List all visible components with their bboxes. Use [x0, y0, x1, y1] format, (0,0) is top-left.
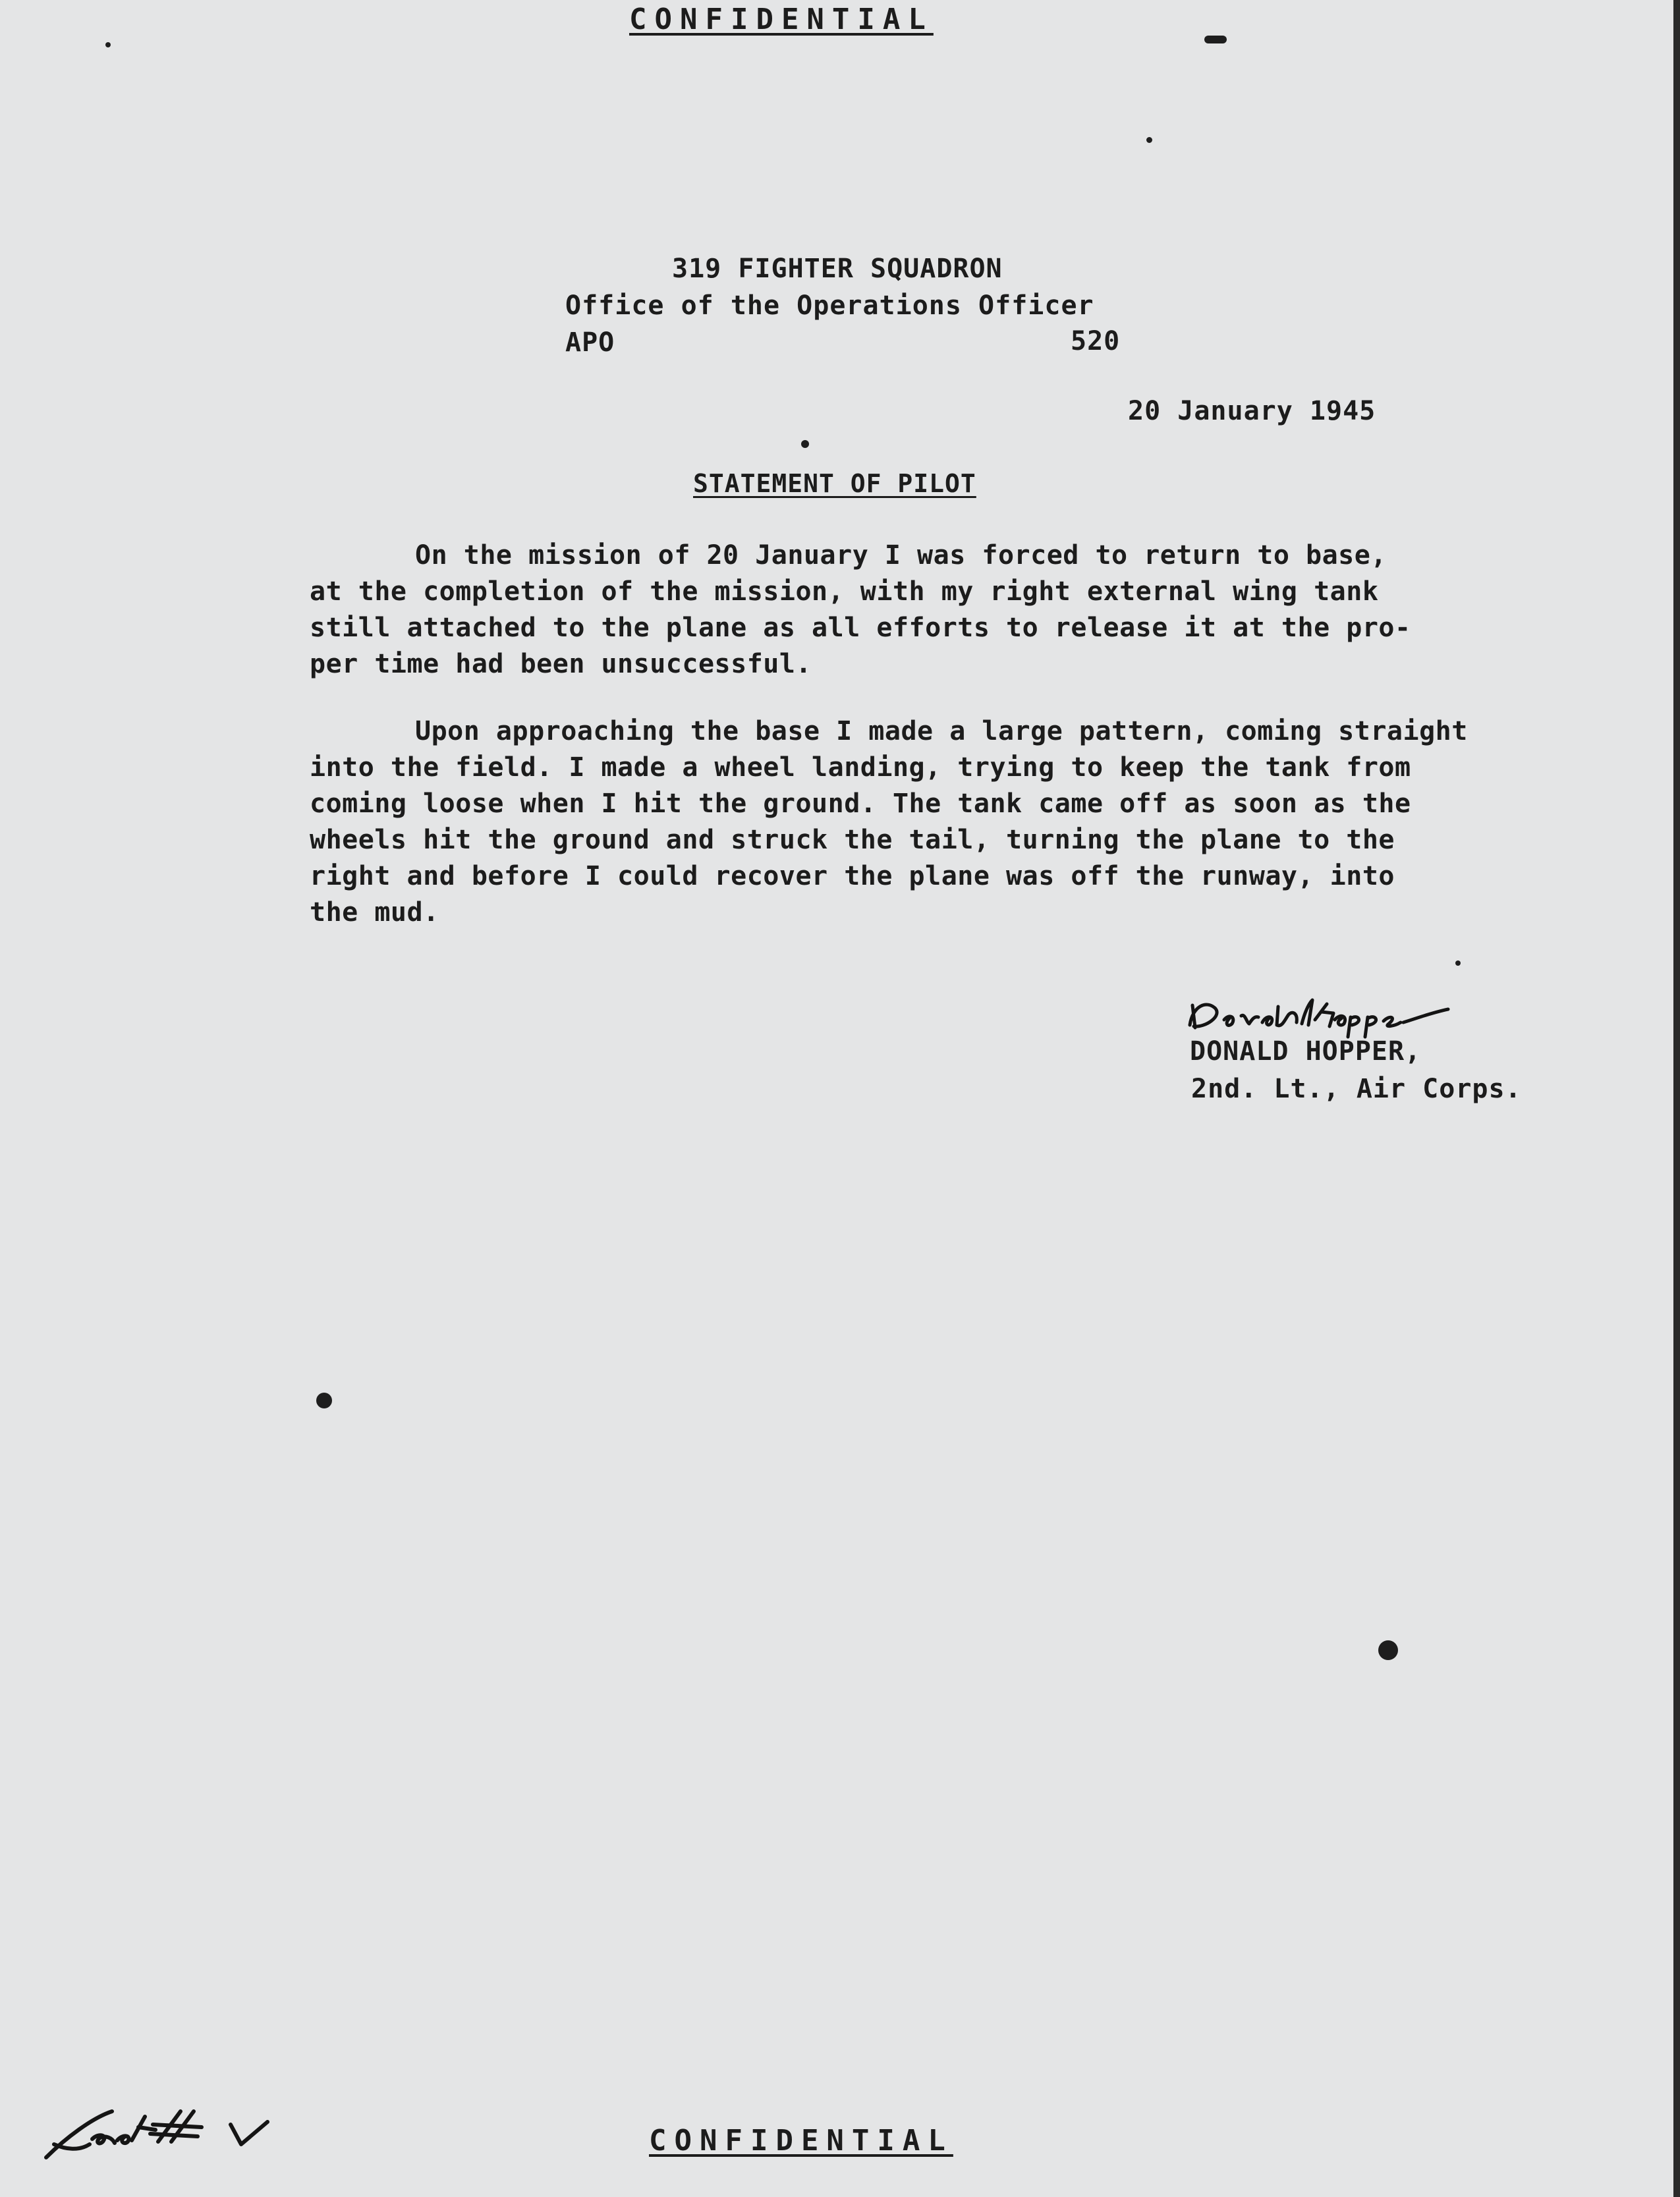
scan-speck — [801, 440, 809, 448]
office-name: Office of the Operations Officer — [565, 291, 1094, 321]
apo-label: APO — [565, 327, 615, 358]
body-paragraph-2: Upon approaching the base I made a large pattern, coming straight into the field. I made a wheel landing, trying to keep the tank from coming loose when I hit the ground. The tank came off as soon as the wheels hit the ground and struck the tail, turning the plane to the right and before I could recover the plane was off the runway, into the mud. — [310, 716, 1468, 928]
punch-mark — [316, 1393, 332, 1408]
unit-name: 319 FIGHTER SQUADRON — [672, 254, 1003, 284]
document-date: 20 January 1945 — [1128, 396, 1376, 426]
scan-speck — [105, 42, 111, 47]
signatory-name: DONALD HOPPER, — [1190, 1036, 1422, 1067]
handwritten-note — [40, 2098, 329, 2171]
classification-bottom: CONFIDENTIAL — [649, 2124, 953, 2157]
page-edge — [1673, 0, 1680, 2197]
punch-mark — [1378, 1640, 1398, 1660]
document-title: STATEMENT OF PILOT — [693, 469, 976, 498]
body-paragraph-1: On the mission of 20 January I was forced to return to base, at the completion of the mission, with my right external wing tank still attached to the plane as all efforts to release it at the pro- per time had been unsuccessful. — [310, 540, 1411, 679]
apo-number: 520 — [1071, 326, 1121, 356]
scan-speck — [1455, 960, 1461, 966]
classification-top: CONFIDENTIAL — [629, 3, 934, 36]
signatory-rank: 2nd. Lt., Air Corps. — [1191, 1074, 1522, 1104]
scan-speck — [1146, 137, 1152, 143]
scan-speck — [1204, 36, 1227, 43]
